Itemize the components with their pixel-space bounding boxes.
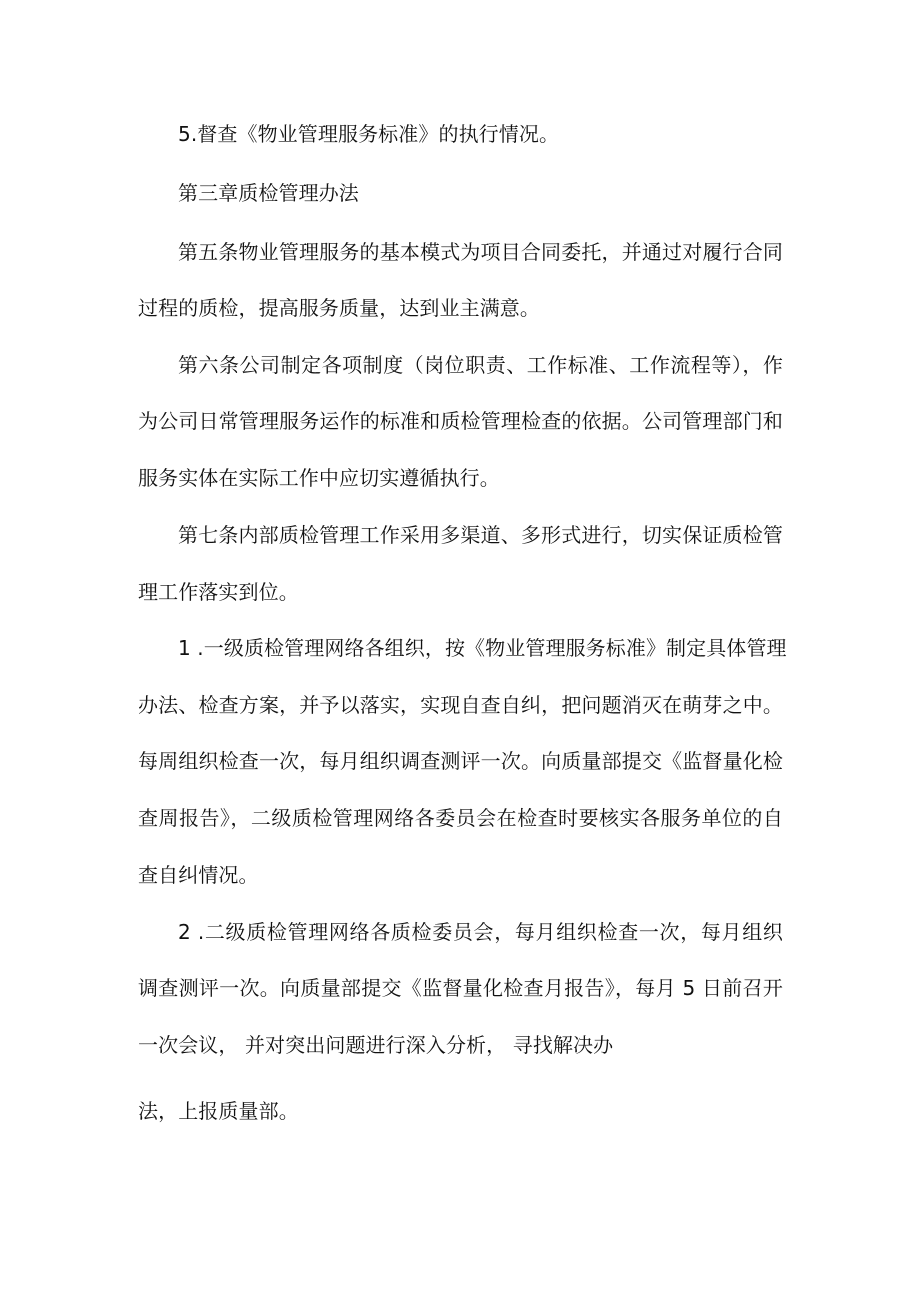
clause-2-line-3: 一次会议， 并对突出问题进行深入分析， 寻找解决办: [138, 1033, 614, 1057]
clause-1-line-5: 查自纠情况。: [138, 863, 259, 887]
clause-1-line-4: 查周报告》，二级质检管理网络各委员会在检查时要核实各服务单位的自: [138, 806, 783, 830]
clause-1-line-1: 1 .一级质检管理网络各组织，按《物业管理服务标准》制定具体管理: [178, 636, 787, 660]
article-5-line-1: 第五条物业管理服务的基本模式为项目合同委托，并通过对履行合同: [178, 240, 783, 264]
clause-2-line-1: 2 .二级质检管理网络各质检委员会，每月组织检查一次，每月组织: [178, 920, 783, 944]
list-item-5: 5.督查《物业管理服务标准》的执行情况。: [178, 122, 560, 146]
clause-2-line-4: 法，上报质量部。: [138, 1099, 299, 1123]
clause-1-line-3: 每周组织检查一次，每月组织调查测评一次。向质量部提交《监督量化检: [138, 749, 783, 773]
clause-2-line-2: 调查测评一次。向质量部提交《监督量化检查月报告》，每月 5 日前召开: [138, 976, 783, 1000]
article-5-line-2: 过程的质检，提高服务质量，达到业主满意。: [138, 296, 540, 320]
article-7-line-1: 第七条内部质检管理工作采用多渠道、多形式进行，切实保证质检管: [178, 523, 783, 547]
article-7-line-2: 理工作落实到位。: [138, 580, 299, 604]
chapter-heading: 第三章质检管理办法: [178, 181, 359, 205]
article-6-line-3: 服务实体在实际工作中应切实遵循执行。: [138, 466, 500, 490]
article-6-line-2: 为公司日常管理服务运作的标准和质检管理检查的依据。公司管理部门和: [138, 409, 783, 433]
article-6-line-1: 第六条公司制定各项制度（岗位职责、工作标准、工作流程等），作: [178, 353, 783, 377]
clause-1-line-2: 办法、检查方案，并予以落实，实现自查自纠，把问题消灭在萌芽之中。: [138, 693, 783, 717]
